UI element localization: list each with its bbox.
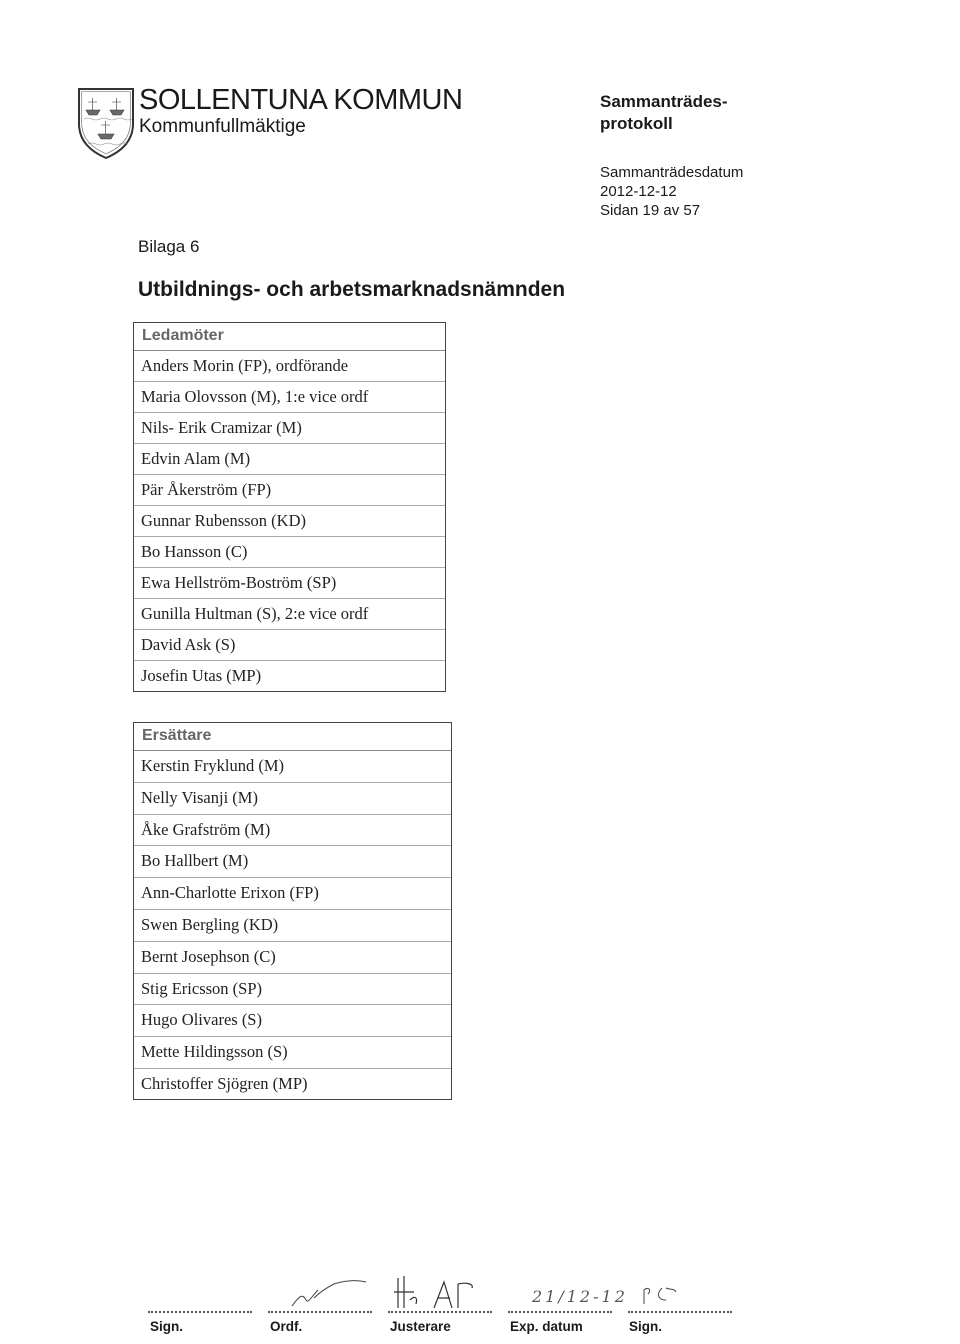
signature-line-1 [148, 1309, 252, 1313]
substitute-row: Hugo Olivares (S) [134, 1005, 451, 1037]
sign-label-2: Sign. [629, 1319, 662, 1334]
substitute-row: Kerstin Fryklund (M) [134, 751, 451, 783]
substitute-row: Åke Grafström (M) [134, 815, 451, 847]
chair-initials-signature [288, 1278, 368, 1310]
document-type-line-1: Sammanträdes- [600, 92, 728, 111]
exp-date-label: Exp. datum [510, 1319, 583, 1334]
member-row: Maria Olovsson (M), 1:e vice ordf [134, 382, 445, 413]
member-row: Gunnar Rubensson (KD) [134, 506, 445, 537]
substitute-row: Bo Hallbert (M) [134, 846, 451, 878]
substitutes-table [133, 722, 452, 1100]
substitute-row: Mette Hildingsson (S) [134, 1037, 451, 1069]
member-row: Josefin Utas (MP) [141, 666, 262, 685]
meeting-date-label: Sammanträdesdatum [600, 164, 744, 181]
substitute-row: Bernt Josephson (C) [134, 942, 451, 974]
members-table [133, 322, 446, 692]
sign-label: Sign. [150, 1319, 183, 1334]
substitutes-heading: Ersättare [134, 723, 451, 751]
municipal-coat-of-arms-logo [76, 86, 136, 160]
member-row: Nils- Erik Cramizar (M) [134, 413, 445, 444]
substitute-row: Ann-Charlotte Erixon (FP) [134, 878, 451, 910]
adjuster-initials-signature [392, 1274, 492, 1310]
document-type-line-2: protokoll [600, 114, 673, 133]
member-row: Anders Morin (FP), ordförande [134, 351, 445, 382]
member-row: David Ask (S) [134, 630, 445, 661]
member-row: Bo Hansson (C) [134, 537, 445, 568]
organization-subtitle: Kommunfullmäktige [139, 116, 306, 137]
appendix-label: Bilaga 6 [138, 237, 200, 256]
page-number: Sidan 19 av 57 [600, 202, 701, 219]
member-row: Edvin Alam (M) [134, 444, 445, 475]
members-heading: Ledamöter [134, 323, 445, 351]
member-row: Gunilla Hultman (S), 2:e vice ordf [134, 599, 445, 630]
signature-line-2 [268, 1309, 372, 1313]
substitute-row: Stig Ericsson (SP) [134, 974, 451, 1006]
organization-name: SOLLENTUNA KOMMUN [139, 84, 463, 116]
member-row: Pär Åkerström (FP) [134, 475, 445, 506]
signature-line-3 [388, 1309, 492, 1313]
exp-date-handwritten: 21/12-12 [532, 1287, 628, 1306]
member-row: Ewa Hellström-Boström (SP) [134, 568, 445, 599]
signer-initials-signature [640, 1284, 680, 1306]
substitute-row: Nelly Visanji (M) [134, 783, 451, 815]
substitute-row: Swen Bergling (KD) [134, 910, 451, 942]
substitute-row: Christoffer Sjögren (MP) [141, 1073, 308, 1093]
chair-label: Ordf. [270, 1319, 303, 1334]
committee-title: Utbildnings- och arbetsmarknadsnämnden [138, 278, 566, 301]
signature-line-4 [508, 1309, 612, 1313]
meeting-date: 2012-12-12 [600, 183, 677, 200]
adjuster-label: Justerare [390, 1319, 451, 1334]
signature-line-5 [628, 1309, 732, 1313]
document-type [600, 91, 800, 135]
